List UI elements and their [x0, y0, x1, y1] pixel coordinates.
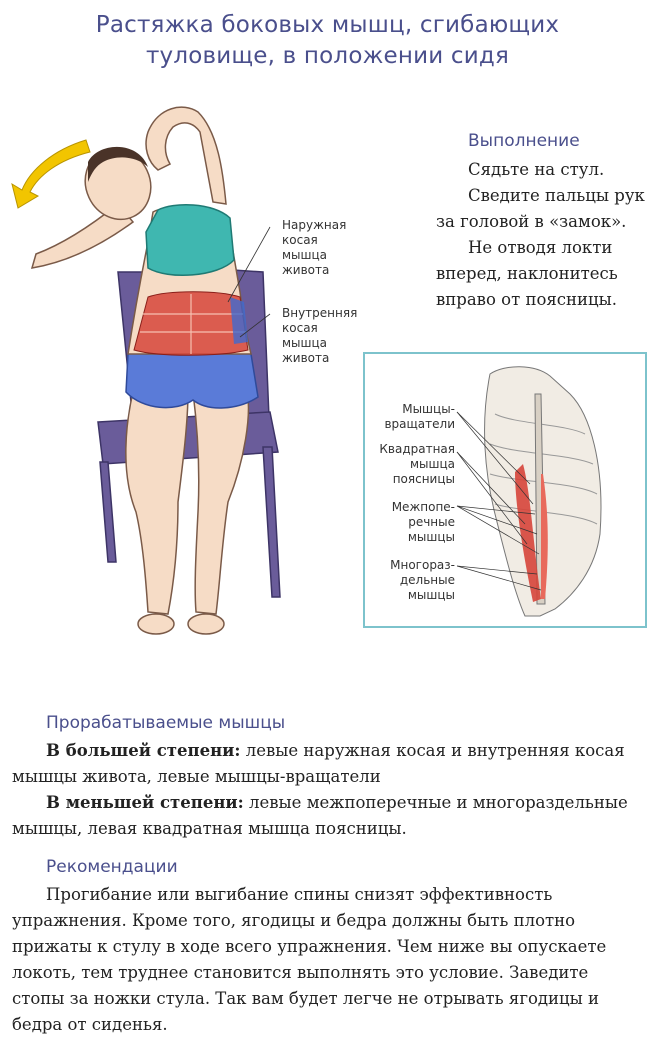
- minor-label: В меньшей степени:: [46, 793, 244, 812]
- title-line-1: Растяжка боковых мышц, сгибающих: [95, 12, 560, 38]
- legs: [126, 387, 249, 634]
- label-line: мышца: [409, 457, 455, 471]
- label-line: дельные: [399, 573, 455, 587]
- label-inner-oblique: [282, 306, 357, 366]
- abdominal-muscles: [134, 292, 248, 356]
- recommendations-text: [12, 882, 644, 1038]
- label-line: речные: [408, 515, 455, 529]
- step-3: Не отводя локти вперед, наклонитесь вправо от поясницы.: [436, 238, 618, 309]
- step-1: Сядьте на стул.: [468, 160, 605, 179]
- label-line: Многораз-: [390, 558, 455, 572]
- label-rotators: [379, 402, 455, 432]
- label-line: косая: [282, 233, 318, 247]
- recommendations-paragraph: Прогибание или выгибание спины снизят эффективность упражнения. Кроме того, ягодицы и бедра должны быть плотно прижаты к стулу в ходе всего упражнения. Чем ниже вы опускаете локоть, тем труднее становится выполнять это условие. Заведите стопы за ножки стула. Так вам будет легче не отрывать ягодицы и бедра от сиденья.: [12, 885, 607, 1034]
- worked-muscles-heading: Прорабатываемые мышцы: [46, 713, 286, 733]
- direction-arrow-icon: [12, 140, 90, 208]
- major-text: левые наружная косая и внутренняя косая мышцы живота, левые мышцы-вращатели: [12, 741, 625, 786]
- title-line-2: туловище, в положении сидя: [145, 43, 510, 69]
- crop-top: [146, 205, 234, 276]
- label-line: мышца: [282, 336, 328, 350]
- page-title: [40, 10, 615, 72]
- recommendations-heading: Рекомендации: [46, 857, 178, 877]
- execution-heading: Выполнение: [468, 131, 580, 151]
- label-line: живота: [282, 351, 330, 365]
- label-line: Внутренняя: [282, 306, 358, 320]
- label-line: поясницы: [392, 472, 455, 486]
- label-line: косая: [282, 321, 318, 335]
- label-quadratus-lumborum: [369, 442, 455, 487]
- label-line: Мышцы-: [402, 402, 455, 416]
- label-intertransverse: [375, 500, 455, 545]
- label-line: Квадратная: [379, 442, 455, 456]
- label-line: мышца: [282, 248, 328, 262]
- label-multifidus: [375, 558, 455, 603]
- label-line: вращатели: [384, 417, 455, 431]
- shorts: [126, 350, 258, 408]
- anatomy-panel: [363, 352, 647, 628]
- step-2: Сведите пальцы рук за головой в «замок».: [436, 186, 645, 231]
- label-line: Межпопе-: [391, 500, 455, 514]
- major-paragraph: [12, 738, 644, 790]
- label-outer-oblique: [282, 218, 346, 278]
- label-line: мышцы: [407, 588, 455, 602]
- label-line: мышцы: [407, 530, 455, 544]
- worked-muscles-text: [12, 738, 644, 842]
- label-line: живота: [282, 263, 330, 277]
- execution-steps: [436, 157, 651, 313]
- minor-text: левые межпоперечные и многораздельные мышцы, левая квадратная мышца поясницы.: [12, 793, 628, 838]
- label-line: Наружная: [282, 218, 347, 232]
- stretch-illustration: [8, 92, 358, 652]
- minor-paragraph: [12, 790, 644, 842]
- major-label: В большей степени:: [46, 741, 241, 760]
